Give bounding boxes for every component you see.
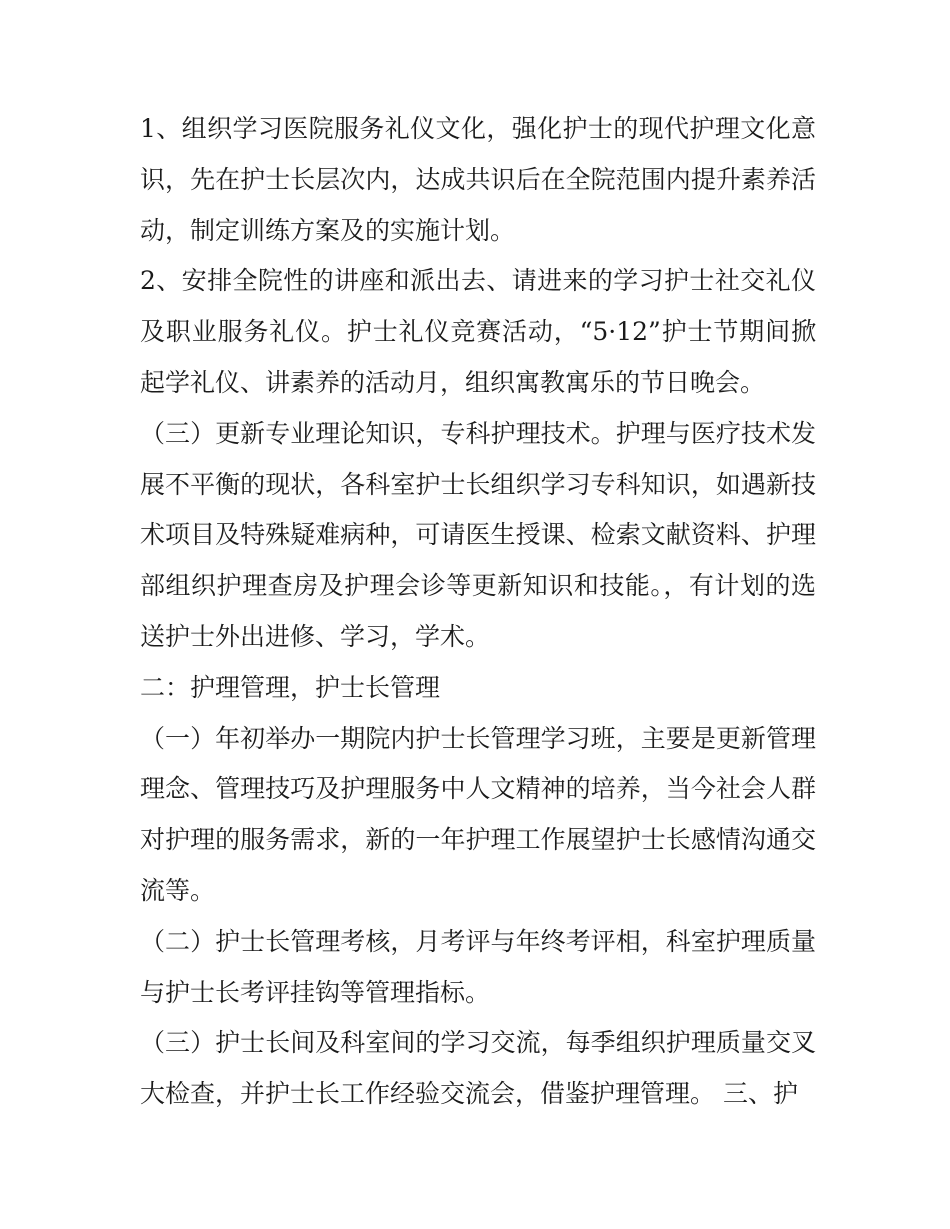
paragraph-etiquette-training: 2、安排全院性的讲座和派出去、请进来的学习护士社交礼仪及职业服务礼仪。护士礼仪竞赛活动，“5·12”护士节期间掀起学礼仪、讲素养的活动月，组织寓教寓乐的节日晚会。 <box>140 266 816 397</box>
paragraph-exchange-learning: （三）护士长间及科室间的学习交流，每季组织护理质量交叉大检查，并护士长工作经验交流会，借鉴护理管理。 三、护 <box>140 1028 816 1109</box>
paragraph-head-nurse-assessment: （二）护士长管理考核，月考评与年终考评相，科室护理质量与护士长考评挂钩等管理指标。 <box>140 926 816 1007</box>
section-heading-nursing-management: 二：护理管理，护士长管理 <box>140 672 441 702</box>
document-body <box>140 104 816 1120</box>
paragraph-head-nurse-training: （一）年初举办一期院内护士长管理学习班，主要是更新管理理念、管理技巧及护理服务中人文精神的培养，当今社会人群对护理的服务需求，新的一年护理工作展望护士长感情沟通交流等。 <box>140 723 816 905</box>
paragraph-etiquette-culture: 1、组织学习医院服务礼仪文化，强化护士的现代护理文化意识，先在护士长层次内，达成共识后在全院范围内提升素养活动，制定训练方案及的实施计划。 <box>140 114 816 245</box>
paragraph-professional-knowledge: （三）更新专业理论知识，专科护理技术。护理与医疗技术发展不平衡的现状，各科室护士长组织学习专科知识，如遇新技术项目及特殊疑难病种，可请医生授课、检索文献资料、护理部组织护理查房及护理会诊等更新知识和技能。，有计划的选送护士外出进修、学习，学术。 <box>140 418 816 651</box>
